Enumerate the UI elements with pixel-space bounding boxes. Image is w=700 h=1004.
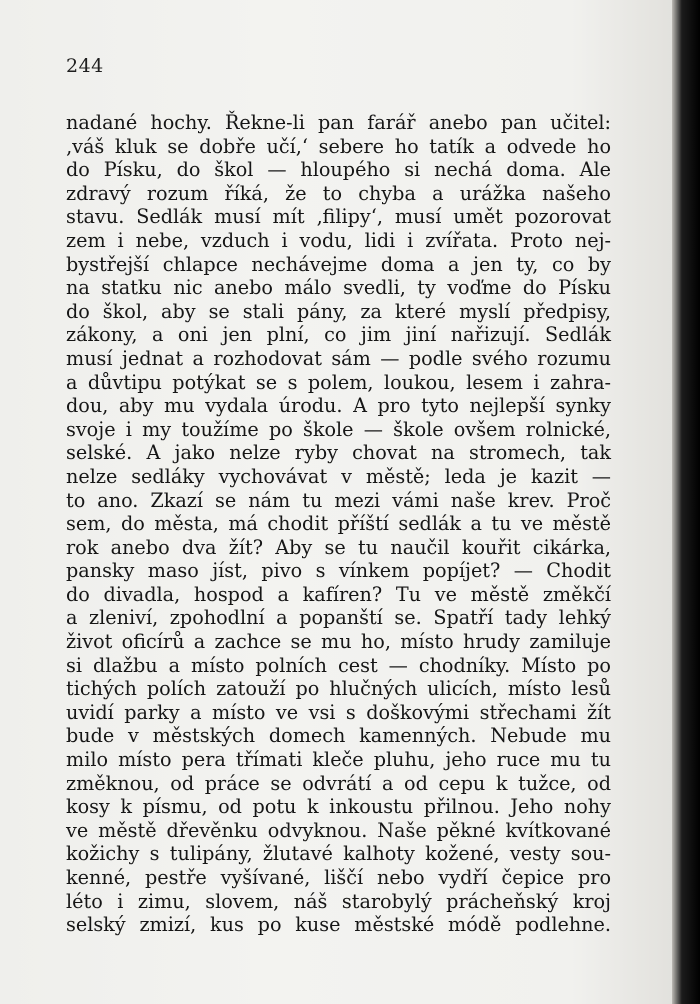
text-line: kenné, pestře vyšívané, liščí nebo vydří čepice pro xyxy=(66,866,611,889)
body-text xyxy=(66,111,611,937)
text-line: uvidí parky a místo ve vsi s doškovými střechami žít xyxy=(66,700,611,724)
text-line: dou, aby mu vydala úrodu. A pro tyto nejlepší synky xyxy=(66,394,611,418)
text-line: pansky maso jíst, pivo s vínkem popíjet? — Chodit xyxy=(66,559,611,583)
text-line: a zleniví, zpohodlní a popanští se. Spatří tady lehký xyxy=(66,606,611,630)
text-line: do divadla, hospod a kafíren? Tu ve městě změkčí xyxy=(66,582,611,606)
text-line: a důvtipu potýkat se s polem, loukou, lesem i zahra- xyxy=(66,370,611,394)
text-line: bude v městských domech kamenných. Nebude mu xyxy=(66,724,611,748)
text-line: to ano. Zkazí se nám tu mezi vámi naše krev. Proč xyxy=(66,488,611,512)
text-line: do škol, aby se stali pány, za které myslí předpisy, xyxy=(66,299,611,323)
text-line: selské. A jako nelze ryby chovat na stromech, tak xyxy=(66,441,611,465)
text-line: musí jednat a rozhodovat sám — podle svého rozumu xyxy=(66,346,611,370)
text-line: na statku nic anebo málo svedli, ty voďme do Písku xyxy=(66,276,611,300)
text-line: ‚váš kluk se dobře učí,‘ sebere ho tatík a odvede ho xyxy=(66,134,611,158)
text-line: život oficírů a zachce se mu ho, místo hrudy zamiluje xyxy=(66,630,611,654)
text-line: kožichy s tulipány, žlutavé kalhoty kožené, vesty sou- xyxy=(66,842,611,866)
text-line: nadané hochy. Řekne-li pan farář anebo pan učitel: xyxy=(66,111,611,134)
text-line: selský zmizí, kus po kuse městské módě podlehne. xyxy=(66,913,611,937)
text-line: stavu. Sedlák musí mít ‚filipy‘, musí umět pozorovat xyxy=(66,205,611,229)
book-spine-shadow xyxy=(672,0,700,1004)
text-line: zákony, a oni jen plní, co jim jiní nařizují. Sedlák xyxy=(66,323,611,347)
text-line: svoje i my toužíme po škole — škole ovšem rolnické, xyxy=(66,417,611,441)
text-line: tichých polích zatouží po hlučných ulicích, místo lesů xyxy=(66,677,611,701)
text-line: zem i nebe, vzduch i vodu, lidi i zvířata. Proto nej- xyxy=(66,228,611,252)
text-line: milo místo pera třímati kleče pluhu, jeho ruce mu tu xyxy=(66,748,611,772)
text-line: bystřejší chlapce nechávejme doma a jen ty, co by xyxy=(66,252,611,276)
text-line: sem, do města, má chodit příští sedlák a tu ve městě xyxy=(66,512,611,536)
text-line: ve městě dřevěnku odvyknou. Naše pěkné kvítkované xyxy=(66,818,611,842)
text-line: rok anebo dva žít? Aby se tu naučil kouřit cikárka, xyxy=(66,535,611,559)
text-line: kosy k písmu, od potu k inkoustu přilnou. Jeho nohy xyxy=(66,795,611,819)
text-line: změknou, od práce se odvrátí a od cepu k tužce, od xyxy=(66,771,611,795)
page-number: 244 xyxy=(66,55,104,77)
text-line: nelze sedláky vychovávat v městě; leda je kazit — xyxy=(66,464,611,488)
text-line: léto i zimu, slovem, náš starobylý prácheňský kroj xyxy=(66,889,611,913)
text-line: zdravý rozum říká, že to chyba a urážka našeho xyxy=(66,181,611,205)
text-line: do Písku, do škol — hloupého si nechá doma. Ale xyxy=(66,158,611,182)
text-line: si dlažbu a místo polních cest — chodníky. Místo po xyxy=(66,653,611,677)
